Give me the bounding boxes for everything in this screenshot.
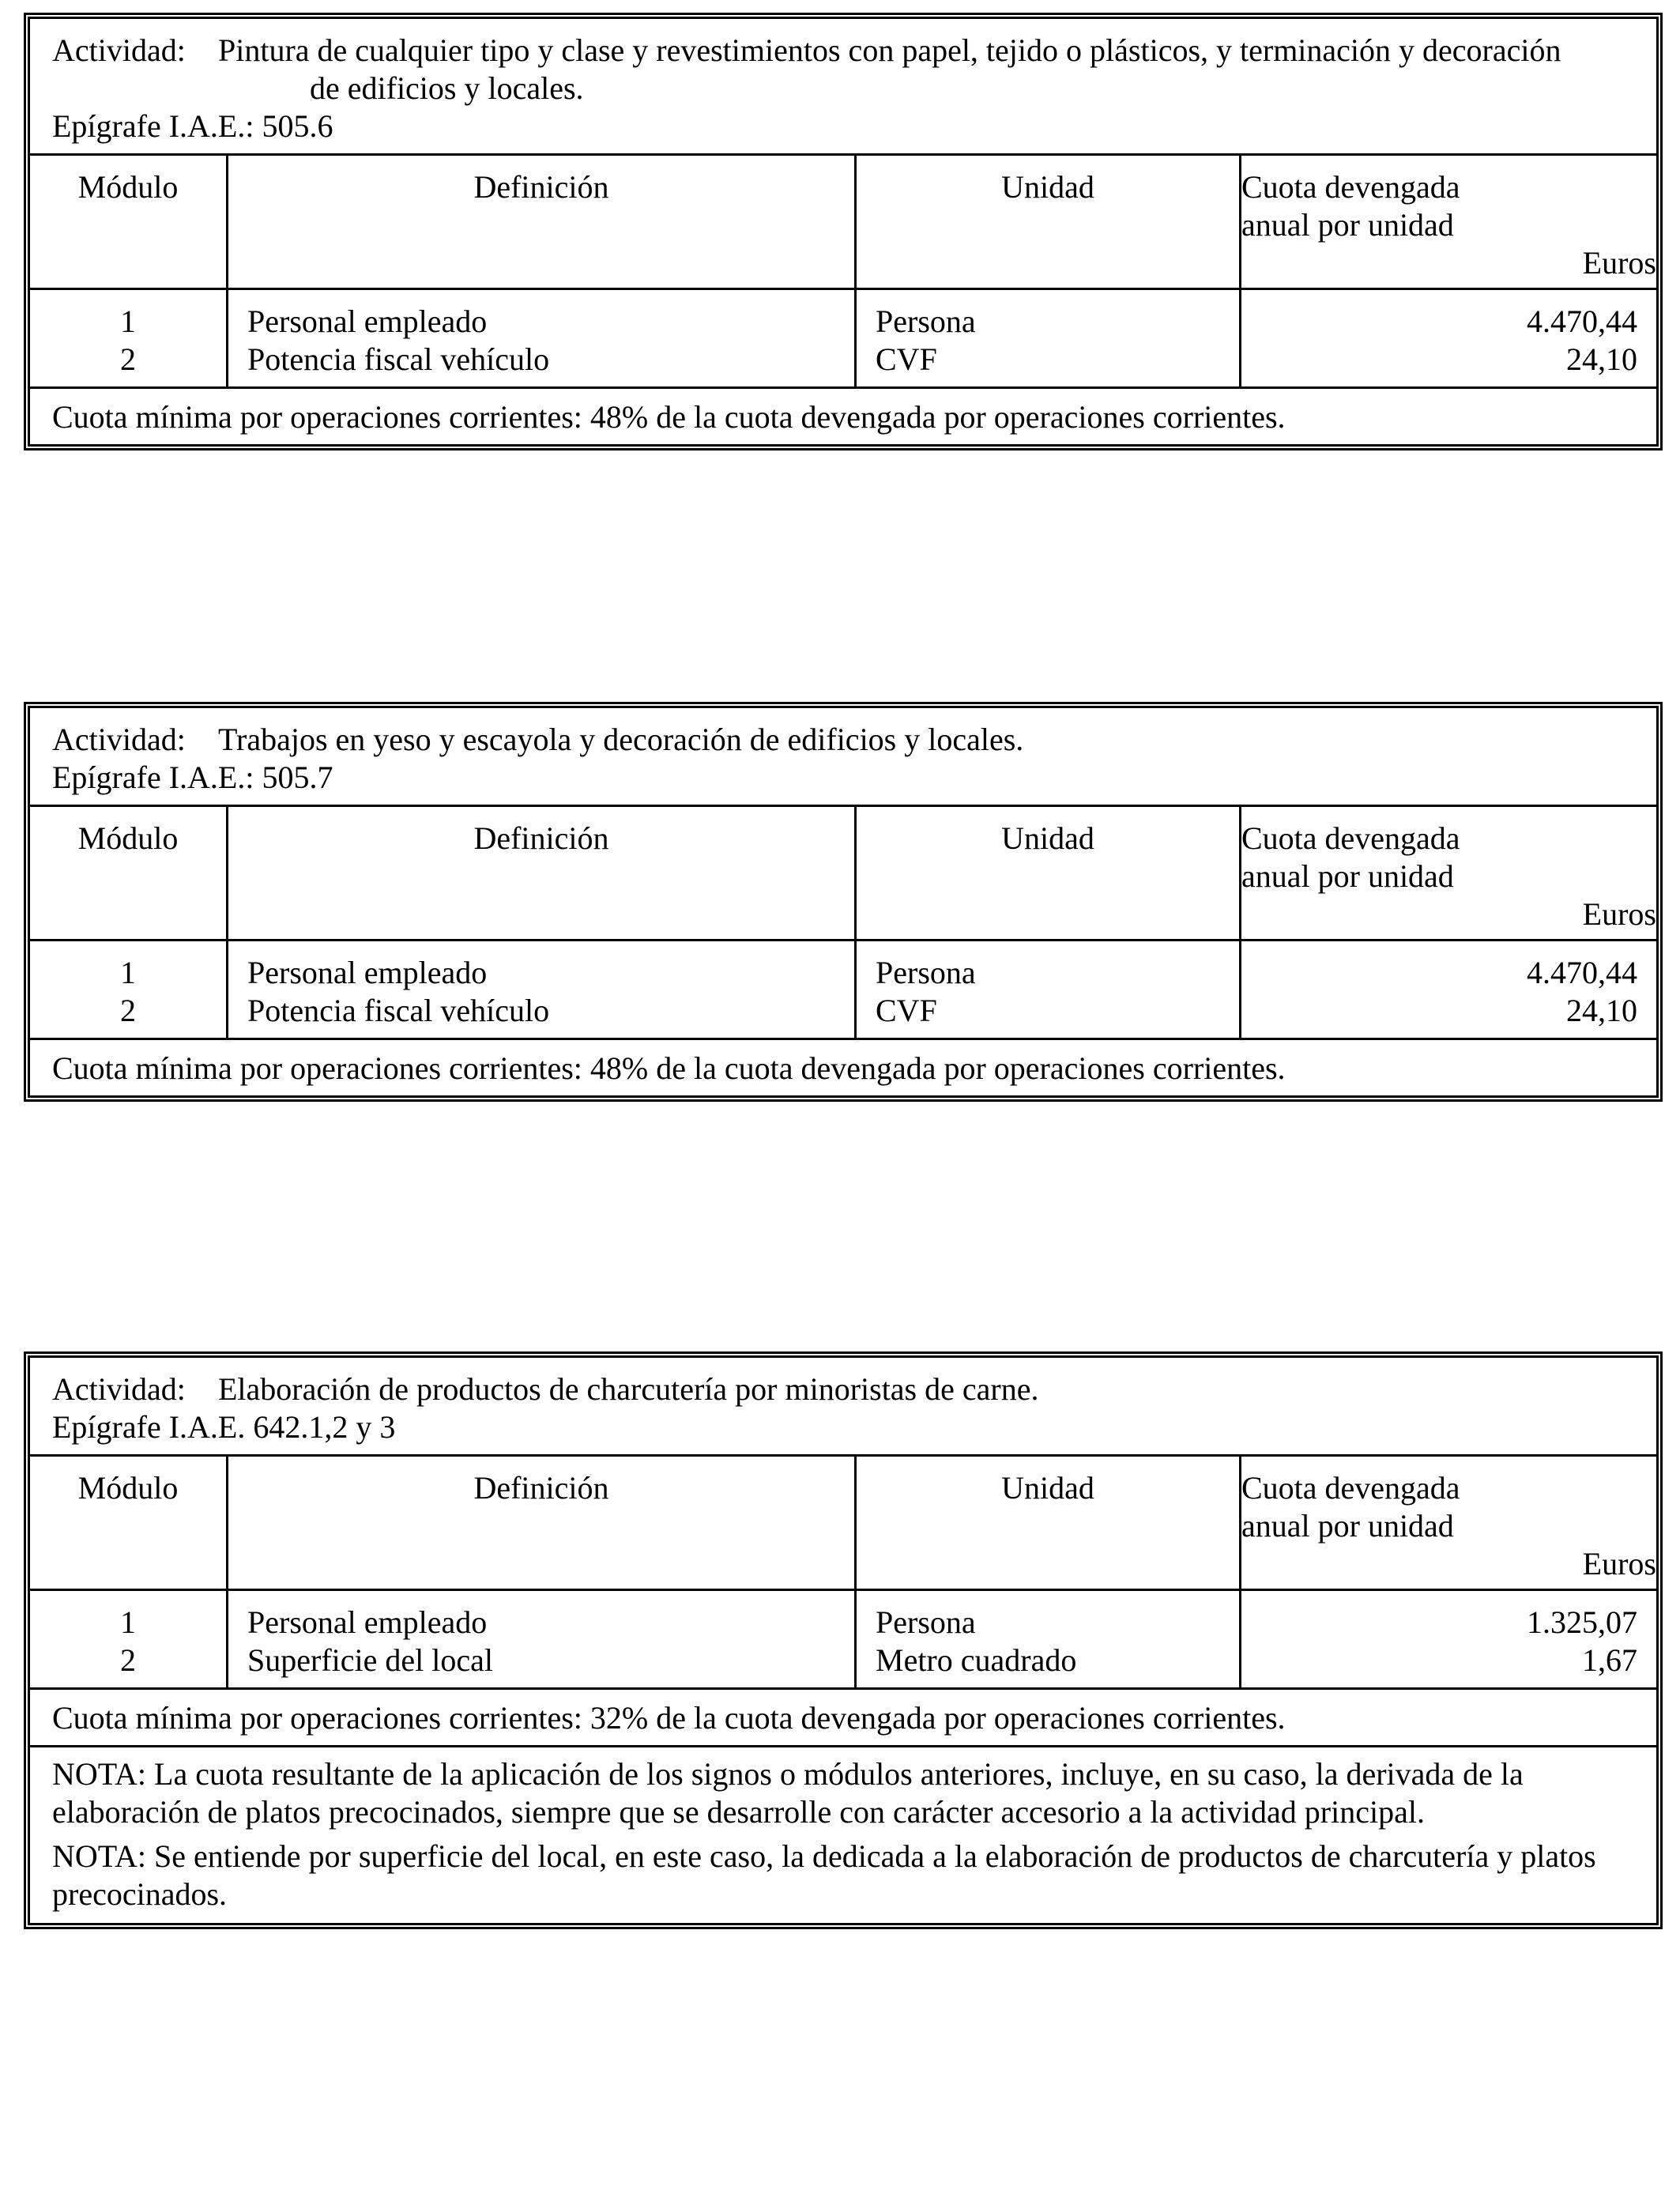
header-unidad: Unidad [856,156,1241,288]
modulo-number: 2 [120,992,136,1028]
header-modulo: Módulo [30,807,228,940]
epigraph: Epígrafe I.A.E.: 505.7 [52,760,333,795]
cuota-value: 24,10 [1566,992,1637,1028]
unidad-text: Metro cuadrado [876,1642,1077,1678]
cell-modulo [30,940,228,1038]
header-cuota-line1: Cuota devengada [1241,169,1460,205]
definicion-text: Personal empleado [247,303,488,339]
activity-header [30,1358,1656,1457]
modulo-number: 1 [120,954,136,990]
definicion-text: Personal empleado [247,954,488,990]
header-cuota-line2: anual por unidad [1241,858,1454,894]
header-cuota-line1: Cuota devengada [1241,1470,1460,1506]
cell-definicion [228,288,856,386]
header-euros: Euros [1582,1546,1656,1581]
activity-description: Trabajos en yeso y escayola y decoración de edificios y locales. [218,722,1024,757]
cell-cuota [1241,288,1657,386]
activity-block-642 [24,1351,1663,1929]
header-unidad: Unidad [856,807,1241,940]
unidad-text: CVF [876,992,937,1028]
note-paragraph: NOTA: La cuota resultante de la aplicación de los signos o módulos anteriores, incluye, en su caso, la derivada de la elaboración de platos precocinados, siempre que se desarrolle con carácter accesorio a la actividad principal. [52,1755,1524,1830]
cuota-value: 1,67 [1582,1642,1637,1678]
note-paragraph: NOTA: Se entiende por superficie del local, en este caso, la dedicada a la elaboración de productos de charcutería y platos precocinados. [52,1838,1596,1912]
modulo-number: 2 [120,341,136,377]
activity-description-continued: de edificios y locales. [310,70,584,106]
header-modulo: Módulo [30,1457,228,1589]
cell-definicion [228,940,856,1038]
definicion-text: Potencia fiscal vehículo [247,341,550,377]
cell-unidad [856,940,1241,1038]
header-definicion: Definición [228,156,856,288]
cell-cuota [1241,1589,1657,1687]
cell-definicion [228,1589,856,1687]
modulo-number: 2 [120,1642,136,1678]
activity-description: Pintura de cualquier tipo y clase y revestimientos con papel, tejido o plásticos, y terminación y decoración [218,32,1561,68]
unidad-text: Persona [876,1604,976,1640]
header-cuota-line2: anual por unidad [1241,207,1454,243]
header-definicion: Definición [228,807,856,940]
header-unidad: Unidad [856,1457,1241,1589]
notes-section [30,1745,1656,1923]
activity-block-505-7 [24,702,1663,1102]
cell-modulo [30,288,228,386]
header-modulo: Módulo [30,156,228,288]
header-euros: Euros [1582,896,1656,932]
header-cuota [1241,156,1657,288]
header-euros: Euros [1582,245,1656,281]
table-row [30,940,1656,1038]
table-row [30,288,1656,386]
header-definicion: Definición [228,1457,856,1589]
cell-unidad [856,1589,1241,1687]
definicion-text: Personal empleado [247,1604,488,1640]
header-cuota-line2: anual por unidad [1241,1508,1454,1544]
definicion-text: Superficie del local [247,1642,493,1678]
activity-label: Actividad: [52,32,186,68]
activity-block-505-6 [24,13,1663,450]
modulo-number: 1 [120,1604,136,1640]
minimum-quota: Cuota mínima por operaciones corrientes: 48% de la cuota devengada por operaciones corrientes. [30,386,1656,444]
header-cuota-line1: Cuota devengada [1241,820,1460,856]
header-cuota [1241,1457,1657,1589]
minimum-quota: Cuota mínima por operaciones corrientes: 32% de la cuota devengada por operaciones corrientes. [30,1687,1656,1745]
epigraph: Epígrafe I.A.E.: 505.6 [52,108,333,144]
minimum-quota: Cuota mínima por operaciones corrientes: 48% de la cuota devengada por operaciones corrientes. [30,1038,1656,1095]
cell-unidad [856,288,1241,386]
definicion-text: Potencia fiscal vehículo [247,992,550,1028]
modules-table [30,1457,1656,1687]
activity-label: Actividad: [52,722,186,757]
table-row [30,1589,1656,1687]
epigraph: Epígrafe I.A.E. 642.1,2 y 3 [52,1409,396,1445]
unidad-text: Persona [876,954,976,990]
cuota-value: 4.470,44 [1527,303,1637,339]
activity-header [30,708,1656,807]
cuota-value: 4.470,44 [1527,954,1637,990]
cuota-value: 24,10 [1566,341,1637,377]
cell-cuota [1241,940,1657,1038]
header-cuota [1241,807,1657,940]
activity-label: Actividad: [52,1371,186,1407]
activity-header [30,19,1656,156]
unidad-text: CVF [876,341,937,377]
modules-table [30,807,1656,1038]
cuota-value: 1.325,07 [1527,1604,1637,1640]
modules-table [30,156,1656,386]
activity-description: Elaboración de productos de charcutería por minoristas de carne. [218,1371,1039,1407]
modulo-number: 1 [120,303,136,339]
cell-modulo [30,1589,228,1687]
unidad-text: Persona [876,303,976,339]
